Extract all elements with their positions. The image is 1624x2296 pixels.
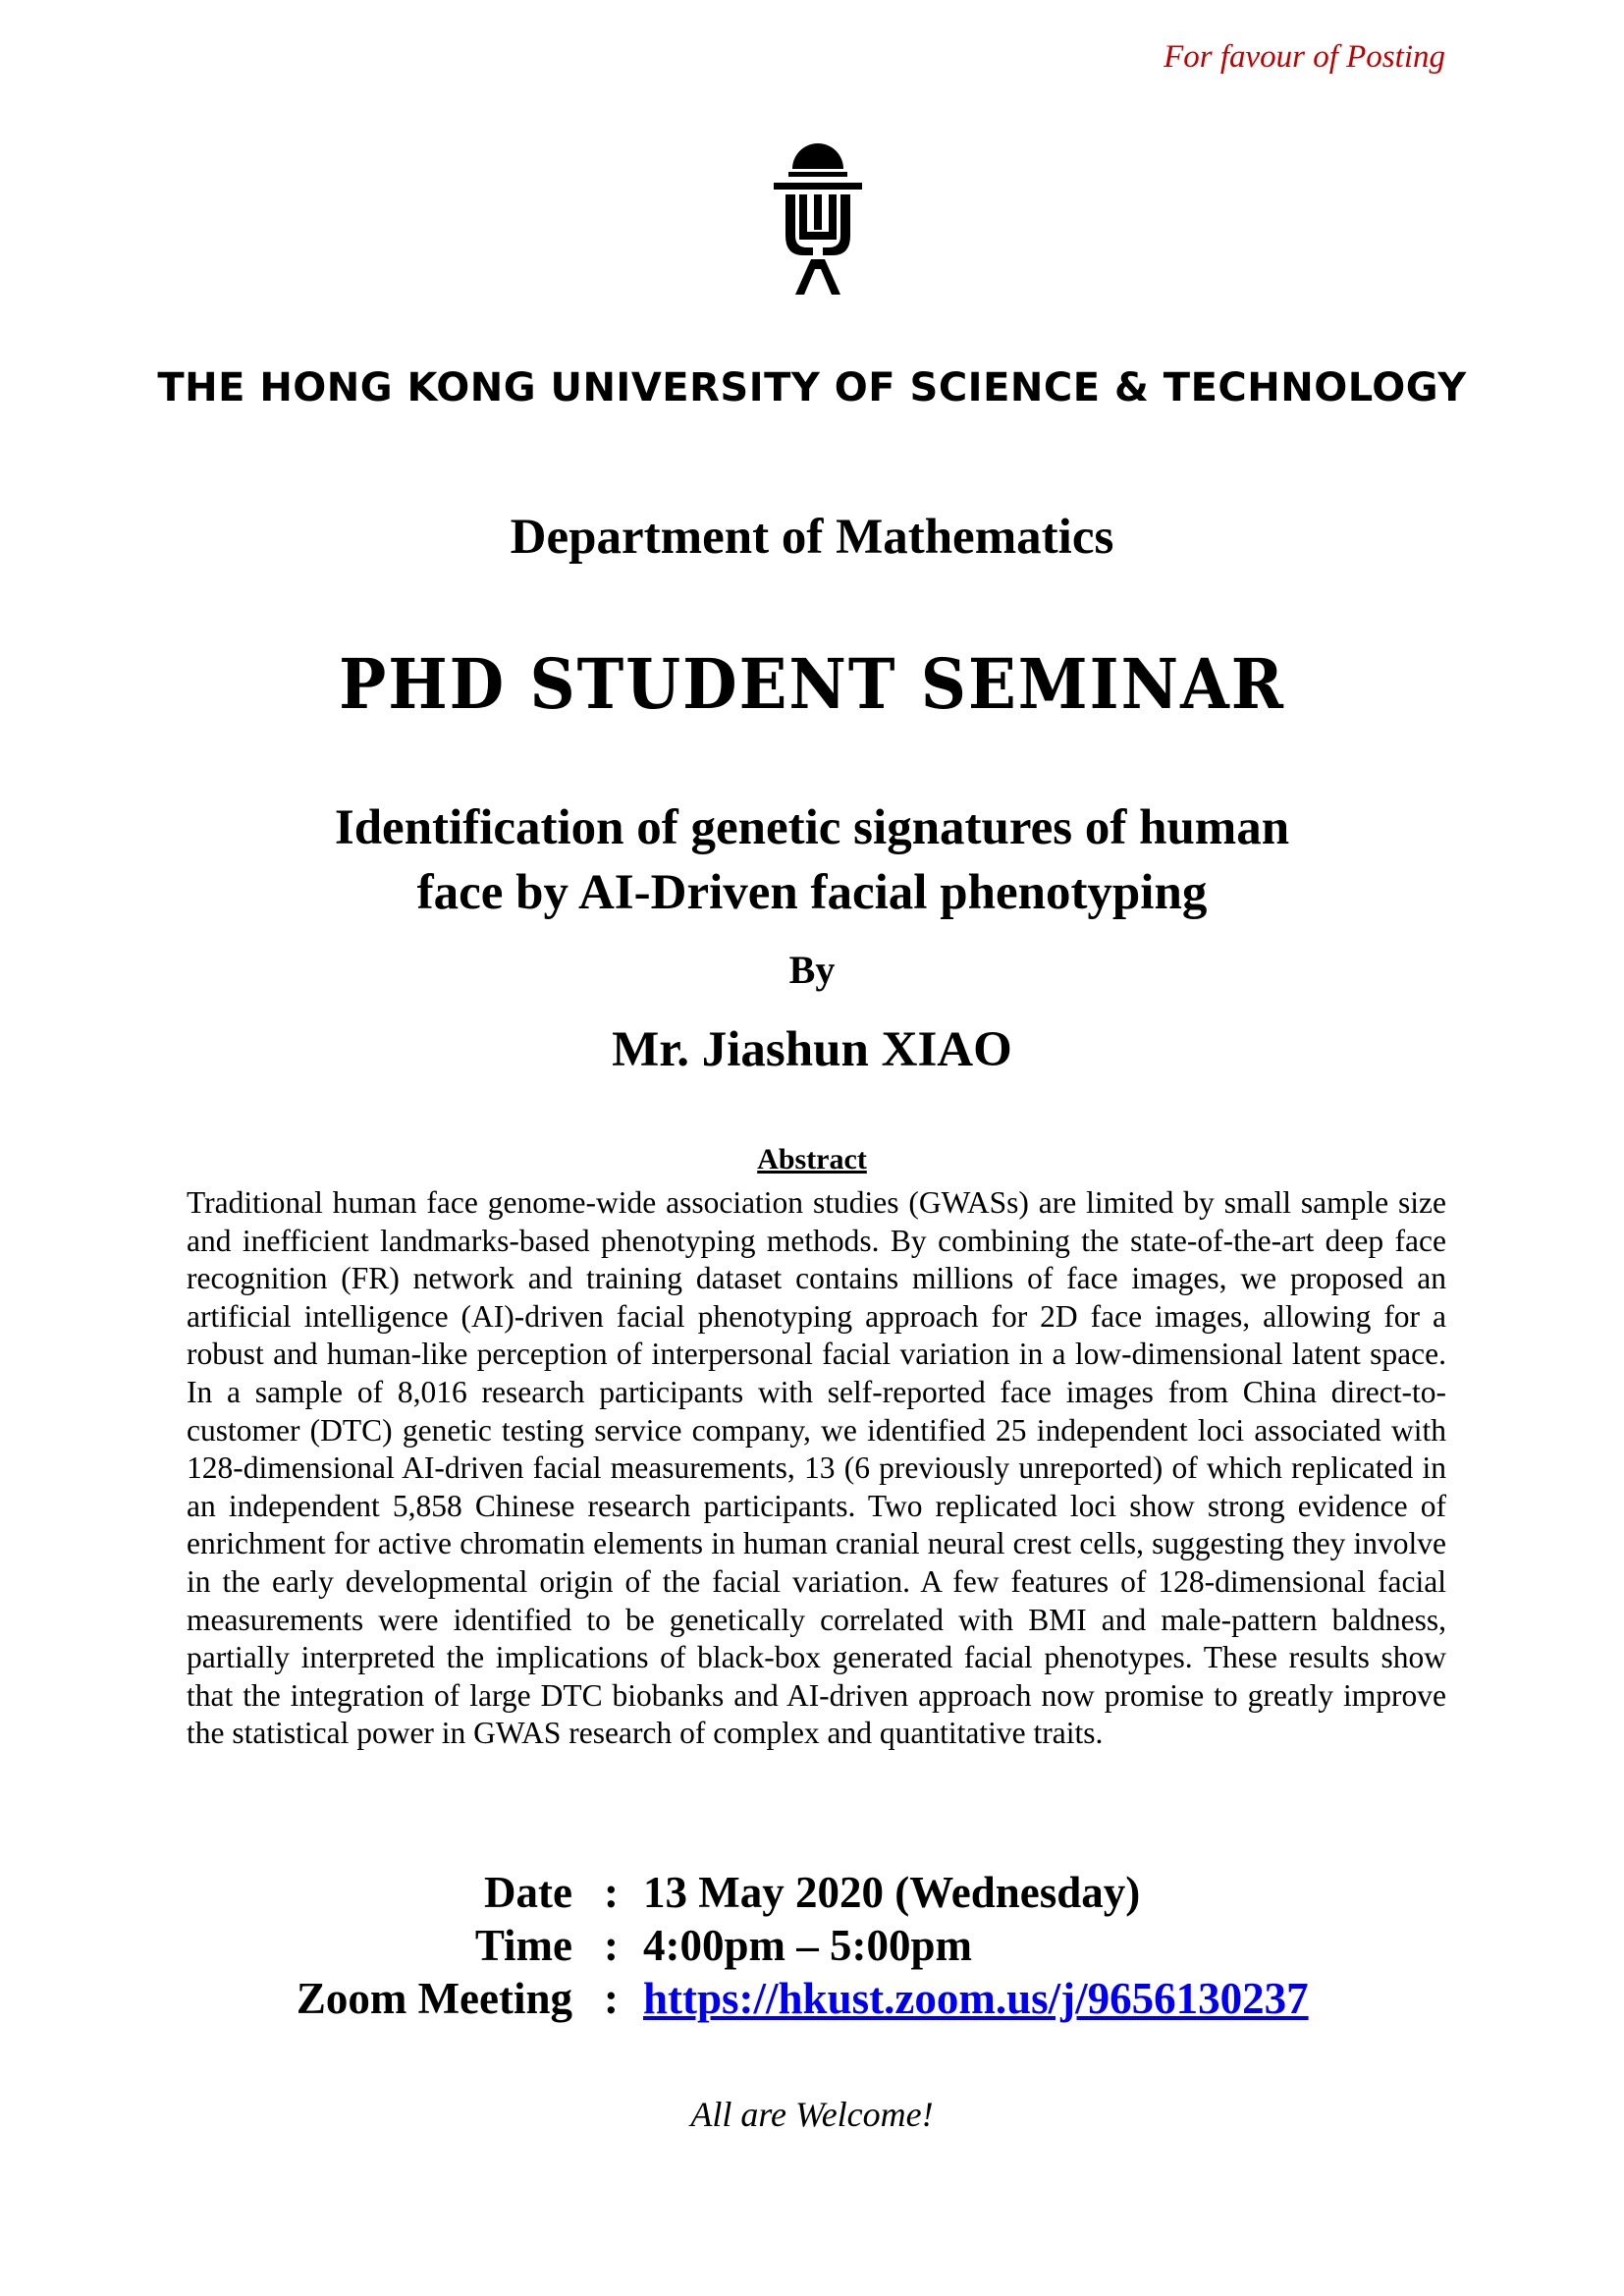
seminar-type: PHD STUDENT SEMINAR [339,644,1285,726]
seminar-title-line-1: Identification of genetic signatures of human [334,800,1290,855]
posting-note: For favour of Posting [1164,39,1445,75]
by-label: By [788,948,836,992]
time-separator: : [604,1921,619,1970]
date-label: Date [484,1868,572,1917]
time-value: 4:00pm – 5:00pm [643,1921,972,1970]
abstract-text: Traditional human face genome-wide association studies (GWASs) are limited by small sample size and inefficient landmarks-based phenotyping methods. By combining the state-of-the-art deep face recognition (FR) network and training dataset contains millions of face images, we proposed an artificial intelligence (AI)-driven facial phenotyping approach for 2D face images, allowing for a robust and human-like perception of interpersonal facial variation in a low-dimensional latent space. In a sample of 8,016 research participants with self-reported face images from China direct-to-customer (DTC) genetic testing service company, we identified 25 independent loci associated with 128-dimensional AI-driven facial measurements, 13 (6 previously unreported) of which replicated in an independent 5,858 Chinese research participants. Two replicated loci show strong evidence of enrichment for active chromatin elements in human cranial neural crest cells, suggesting they involve in the early developmental origin of the facial variation. A few features of 128-dimensional facial measurements were identified to be genetically correlated with BMI and male-pattern baldness, partially interpreted the implications of black-box generated facial phenotypes. These results show that the integration of large DTC biobanks and AI-driven approach now promise to greatly improve the statistical power in GWAS research of complex and quantitative traits. [187,1185,1446,1751]
welcome-note: All are Welcome! [690,2095,934,2134]
zoom-label: Zoom Meeting [296,1974,572,2023]
zoom-row [0,1972,1624,2025]
event-details [0,1866,1624,2025]
hkust-logo-icon [766,137,870,295]
department-name: Department of Mathematics [510,510,1114,565]
date-row [0,1866,1624,1919]
date-separator: : [604,1868,619,1917]
time-label: Time [474,1921,572,1970]
seminar-title [0,795,1624,925]
zoom-meeting-link[interactable]: https://hkust.zoom.us/j/9656130237 [643,1974,1309,2023]
abstract-heading: Abstract [757,1143,867,1175]
seminar-title-line-2: face by AI-Driven facial phenotyping [416,865,1208,920]
speaker-name: Mr. Jiashun XIAO [612,1022,1012,1077]
university-name: THE HONG KONG UNIVERSITY OF SCIENCE & TECHNOLOGY [157,365,1467,410]
time-row [0,1919,1624,1972]
date-value: 13 May 2020 (Wednesday) [643,1868,1141,1917]
zoom-separator: : [604,1974,619,2023]
